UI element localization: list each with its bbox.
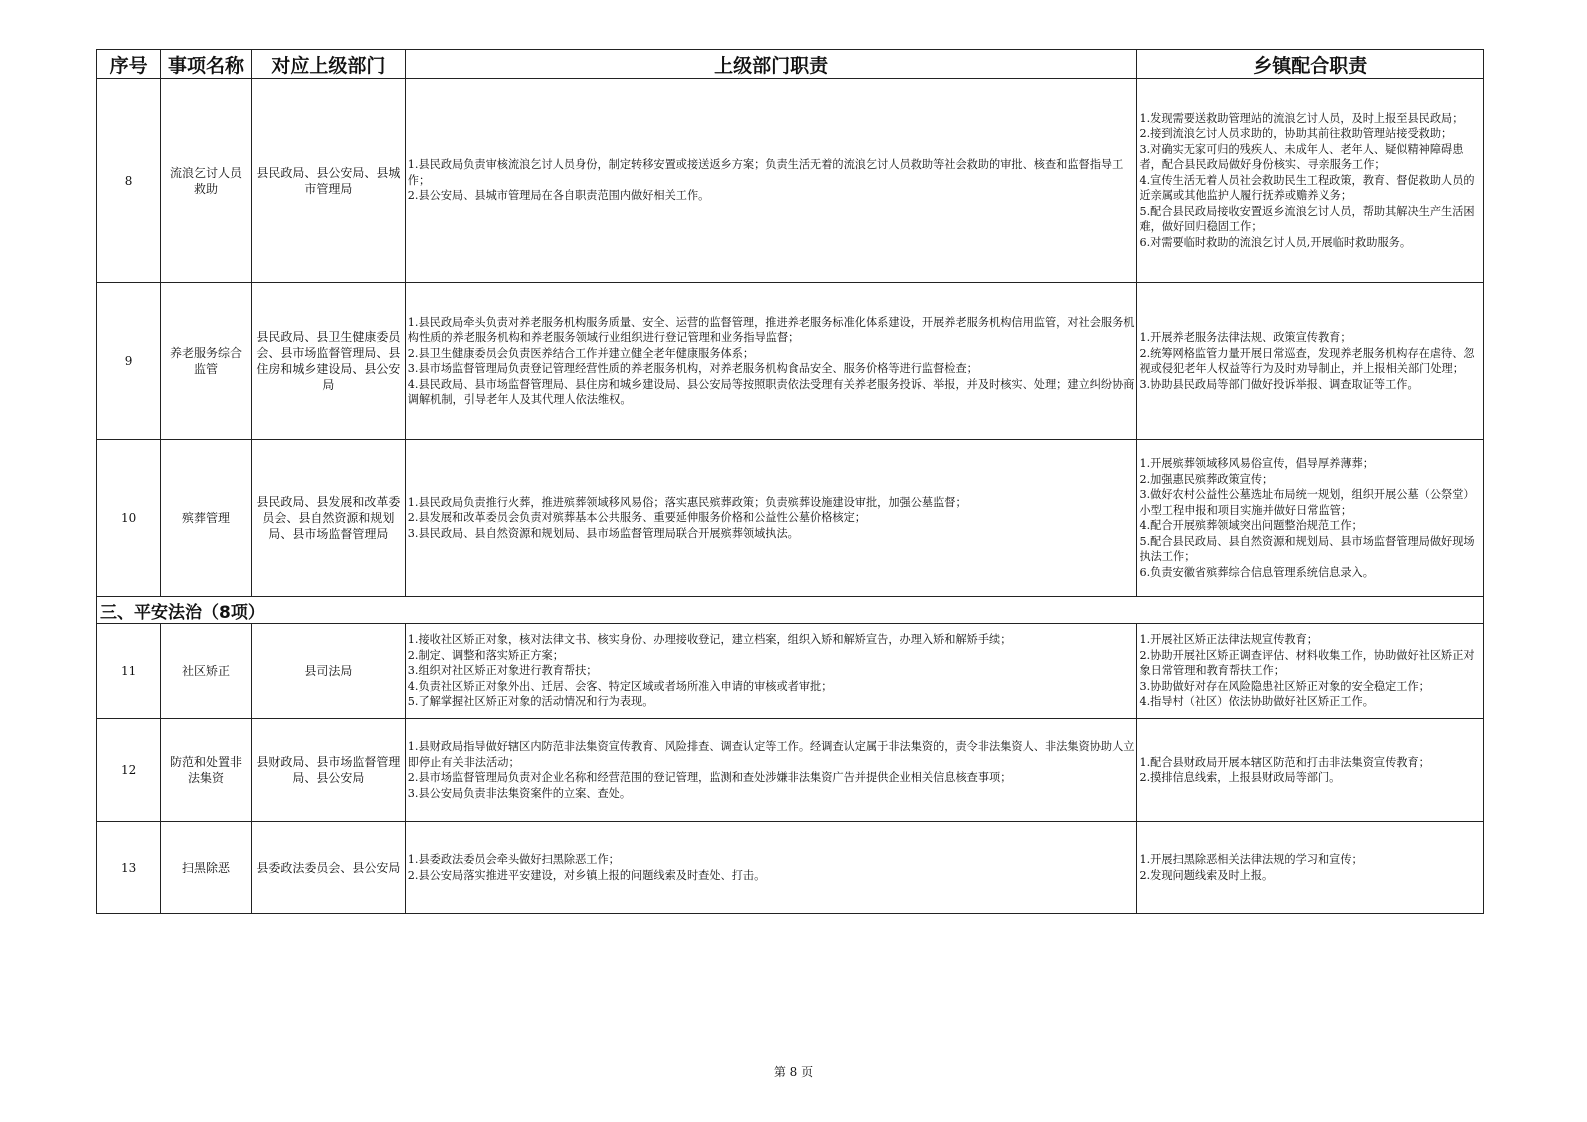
row-no: 9 (97, 283, 161, 440)
town-line: 1.发现需要送救助管理站的流浪乞讨人员，及时上报至县民政局； (1139, 111, 1464, 125)
upper-line: 1.县民政局负责审核流浪乞讨人员身份，制定转移安置或接送返乡方案；负责生活无着的流浪乞讨人员救助等社会救助的审批、核查和监督指导工作； (407, 158, 1124, 187)
upper-line: 2.县卫生健康委员会负责医养结合工作并建立健全老年健康服务体系； (407, 346, 755, 360)
town-line: 4.宣传生活无着人员社会救助民生工程政策，教育、督促救助人员的近亲属或其他监护人履行抚养或赡养义务； (1139, 173, 1475, 203)
table-row (97, 283, 1484, 440)
header-no: 序号 (97, 50, 161, 79)
town-line: 5.配合县民政局、县自然资源和规划局、县市场监督管理局做好现场执法工作； (1139, 534, 1475, 563)
upper-line: 2.县市场监督管理局负责对企业名称和经营范围的登记管理，监测和查处涉嫌非法集资广告并提供企业相关信息核查事项； (407, 771, 1012, 784)
town-line: 6.负责安徽省殡葬综合信息管理系统信息录入。 (1139, 565, 1374, 579)
duty-table (96, 49, 1484, 914)
town-line: 2.加强惠民殡葬政策宣传； (1139, 472, 1274, 486)
upper-line: 3.县民政局、县自然资源和规划局、县市场监督管理局联合开展殡葬领域执法。 (407, 526, 799, 540)
table-row (97, 719, 1484, 822)
row-item: 社区矫正 (161, 624, 252, 719)
town-line: 1.开展殡葬领域移风易俗宣传，倡导厚养薄葬； (1139, 457, 1374, 470)
town-line: 2.统筹网格监管力量开展日常巡查，发现养老服务机构存在虐待、忽视或侵犯老年人权益等行为及时劝导制止，并上报相关部门处理； (1139, 346, 1475, 375)
row-upper (405, 79, 1137, 283)
row-upper (405, 624, 1137, 719)
page-number: 第 8 页 (773, 1065, 814, 1079)
row-no: 10 (97, 440, 161, 597)
upper-line: 3.组织对社区矫正对象进行教育帮扶； (407, 664, 598, 678)
header-upper: 上级部门职责 (405, 50, 1137, 79)
town-line: 2.协助开展社区矫正调查评估、材料收集工作，协助做好社区矫正对象日常管理和教育帮扶工作； (1139, 648, 1475, 678)
town-line: 2.摸排信息线索，上报县财政局等部门。 (1139, 771, 1341, 784)
upper-line: 5.了解掌握社区矫正对象的活动情况和行为表现。 (407, 695, 654, 709)
row-town (1137, 79, 1484, 283)
town-line: 2.发现问题线索及时上报。 (1139, 868, 1274, 882)
table-row (97, 440, 1484, 597)
row-item: 流浪乞讨人员救助 (161, 79, 252, 283)
row-upper (405, 719, 1137, 822)
row-dept: 县民政局、县卫生健康委员会、县市场监督管理局、县住房和城乡建设局、县公安局 (251, 283, 405, 440)
row-upper (405, 283, 1137, 440)
row-dept: 县财政局、县市场监督管理局、县公安局 (251, 719, 405, 822)
upper-line: 4.负责社区矫正对象外出、迁居、会客、特定区域或者场所准入申请的审核或者审批； (407, 679, 833, 693)
row-town (1137, 283, 1484, 440)
upper-line: 1.接收社区矫正对象，核对法律文书、核实身份、办理接收登记，建立档案，组织入矫和解矫宣告，办理入矫和解矫手续； (407, 633, 1012, 647)
row-item: 殡葬管理 (161, 440, 252, 597)
upper-line: 2.县发展和改革委员会负责对殡葬基本公共服务、重要延伸服务价格和公益性公墓价格核定； (407, 511, 866, 525)
upper-line: 1.县民政局负责推行火葬，推进殡葬领域移风易俗；落实惠民殡葬政策；负责殡葬设施建设审批，加强公墓监督； (407, 495, 967, 509)
upper-line: 3.县市场监督管理局负责登记管理经营性质的养老服务机构，对养老服务机构食品安全、服务价格等进行监督检查； (407, 362, 978, 375)
town-line: 1.开展社区矫正法律法规宣传教育； (1139, 633, 1318, 647)
town-line: 5.配合县民政局接收安置返乡流浪乞讨人员，帮助其解决生产生活困难，做好回归稳固工作； (1139, 204, 1475, 234)
town-line: 3.对确实无家可归的残疾人、未成年人、老年人、疑似精神障碍患者，配合县民政局做好身份核实、寻亲服务工作； (1139, 142, 1464, 172)
upper-line: 4.县民政局、县市场监督管理局、县住房和城乡建设局、县公安局等按照职责依法受理有关养老服务投诉、举报，并及时核实、处理；建立纠纷协商调解机制，引导老年人及其代理人依法维权。 (407, 377, 1135, 406)
row-no: 12 (97, 719, 161, 822)
town-line: 3.做好农村公益性公墓选址布局统一规划，组织开展公墓（公祭堂）小型工程申报和项目实施并做好日常监管； (1139, 488, 1475, 517)
row-dept: 县司法局 (251, 624, 405, 719)
row-town (1137, 719, 1484, 822)
upper-line: 1.县委政法委员会牵头做好扫黑除恶工作； (407, 853, 620, 866)
header-item: 事项名称 (161, 50, 252, 79)
row-dept: 县民政局、县发展和改革委员会、县自然资源和规划局、县市场监督管理局 (251, 440, 405, 597)
row-no: 11 (97, 624, 161, 719)
upper-line: 3.县公安局负责非法集资案件的立案、查处。 (407, 786, 632, 800)
town-line: 4.配合开展殡葬领域突出问题整治规范工作； (1139, 519, 1363, 532)
upper-line: 1.县财政局指导做好辖区内防范非法集资宣传教育、风险排查、调查认定等工作。经调查认定属于非法集资的，责令非法集资人、非法集资协助人立即停止有关非法活动； (407, 740, 1135, 769)
row-town (1137, 822, 1484, 914)
row-upper (405, 822, 1137, 914)
row-item: 养老服务综合监管 (161, 283, 252, 440)
town-line: 4.指导村（社区）依法协助做好社区矫正工作。 (1139, 695, 1374, 709)
row-upper (405, 440, 1137, 597)
town-line: 2.接到流浪乞讨人员求助的，协助其前往救助管理站接受救助； (1139, 127, 1453, 141)
header-row (97, 50, 1484, 79)
town-line: 1.开展扫黑除恶相关法律法规的学习和宣传； (1139, 853, 1363, 866)
table-row (97, 624, 1484, 719)
row-dept: 县委政法委员会、县公安局 (251, 822, 405, 914)
row-town (1137, 440, 1484, 597)
section-row (97, 597, 1484, 624)
town-line: 1.配合县财政局开展本辖区防范和打击非法集资宣传教育； (1139, 755, 1430, 769)
town-line: 3.协助做好对存在风险隐患社区矫正对象的安全稳定工作； (1139, 679, 1430, 693)
row-item: 扫黑除恶 (161, 822, 252, 914)
table-row (97, 822, 1484, 914)
row-no: 8 (97, 79, 161, 283)
upper-line: 1.县民政局牵头负责对养老服务机构服务质量、安全、运营的监督管理，推进养老服务标准化体系建设，开展养老服务机构信用监管，对社会服务机构性质的养老服务机构和养老服务领域行业组织进行登记管理和业务指导监督； (407, 315, 1135, 344)
header-town: 乡镇配合职责 (1137, 50, 1484, 79)
row-dept: 县民政局、县公安局、县城市管理局 (251, 79, 405, 283)
town-line: 3.协助县民政局等部门做好投诉举报、调查取证等工作。 (1139, 377, 1419, 391)
section-title: 三、平安法治（8项） (97, 597, 1484, 624)
table-row (97, 79, 1484, 283)
upper-line: 2.县公安局落实推进平安建设，对乡镇上报的问题线索及时查处、打击。 (407, 868, 766, 882)
row-no: 13 (97, 822, 161, 914)
upper-line: 2.县公安局、县城市管理局在各自职责范围内做好相关工作。 (407, 189, 710, 203)
row-town (1137, 624, 1484, 719)
row-item: 防范和处置非法集资 (161, 719, 252, 822)
town-line: 6.对需要临时救助的流浪乞讨人员,开展临时救助服务。 (1139, 235, 1412, 249)
town-line: 1.开展养老服务法律法规、政策宣传教育； (1139, 331, 1352, 344)
upper-line: 2.制定、调整和落实矫正方案； (407, 648, 564, 662)
header-dept: 对应上级部门 (251, 50, 405, 79)
